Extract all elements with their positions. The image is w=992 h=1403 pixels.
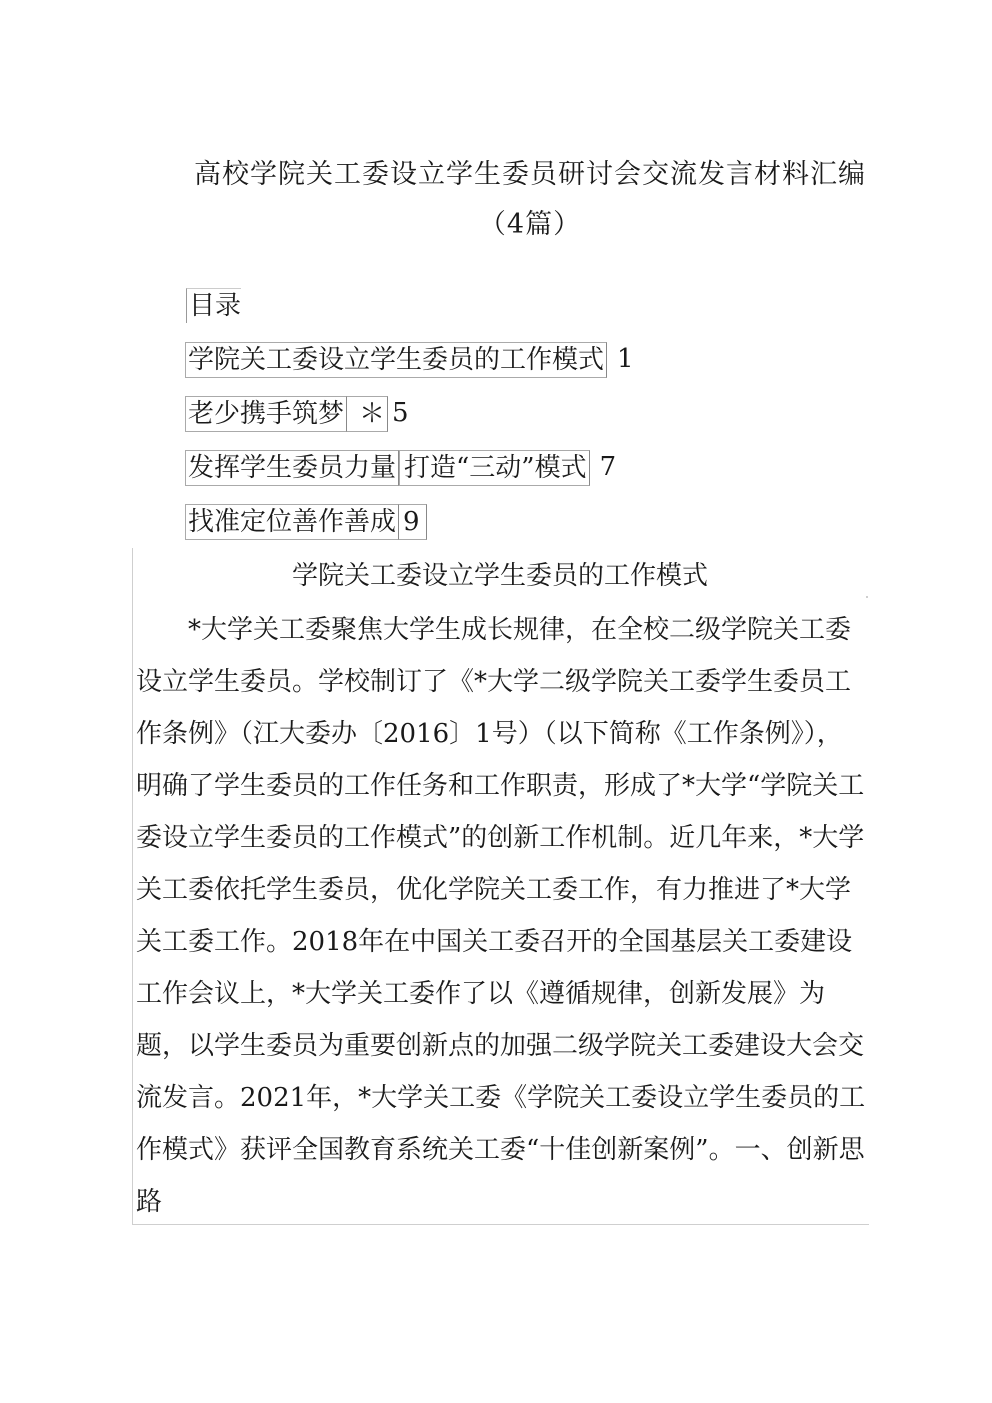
toc-entry[interactable] [185, 450, 616, 486]
toc-entry[interactable] [185, 342, 634, 378]
toc-entry-title: 老少携手筑梦 [185, 396, 347, 432]
toc-entry[interactable] [185, 396, 409, 432]
section-title: 学院关工委设立学生委员的工作模式 [291, 561, 708, 591]
toc-entry-page: 7 [599, 452, 617, 482]
document-title: 高校学院关工委设立学生委员研讨会交流发言材料汇编（4篇） [194, 159, 866, 240]
toc-entry-page: 9 [399, 504, 427, 540]
toc-entry-page: 5 [392, 398, 409, 428]
toc-entry-page: 1 [617, 344, 634, 374]
toc-heading: 目录 [186, 288, 241, 323]
toc-entry-title: 发挥学生委员力量 [185, 450, 399, 486]
toc-entry-title: 学院关工委设立学生委员的工作模式 [185, 342, 607, 378]
body-paragraph: *大学关工委聚焦大学生成长规律，在全校二级学院关工委设立学生委员。学校制订了《*大学二级学院关工委学生委员工作条例》（江大委办〔2016〕1号）（以下简称《工作条例》），明确了学生委员的工作任务和工作职责，形成了*大学“学院关工委设立学生委员的工作模式”的创新工作机制。近几年来，*大学关工委依托学生委员，优化学院关工委工作，有力推进了*大学关工委工作。2018年在中国关工委召开的全国基层关工委建设工作会议上，*大学关工委作了以《遵循规律，创新发展》为题，以学生委员为重要创新点的加强二级学院关工委建设大会交流发言。2021年，*大学关工委《学院关工委设立学生委员的工作模式》获评全国教育系统关工委“十佳创新案例”。一、创新思路 [136, 615, 866, 1217]
toc-entry-title: 找准定位善作善成 [185, 504, 399, 540]
toc-entry-title-part: ＊ [347, 396, 388, 432]
toc-entry-title-part: 打造“三动”模式 [399, 450, 590, 486]
toc-entry[interactable] [185, 504, 427, 540]
frame-marker [866, 596, 868, 598]
